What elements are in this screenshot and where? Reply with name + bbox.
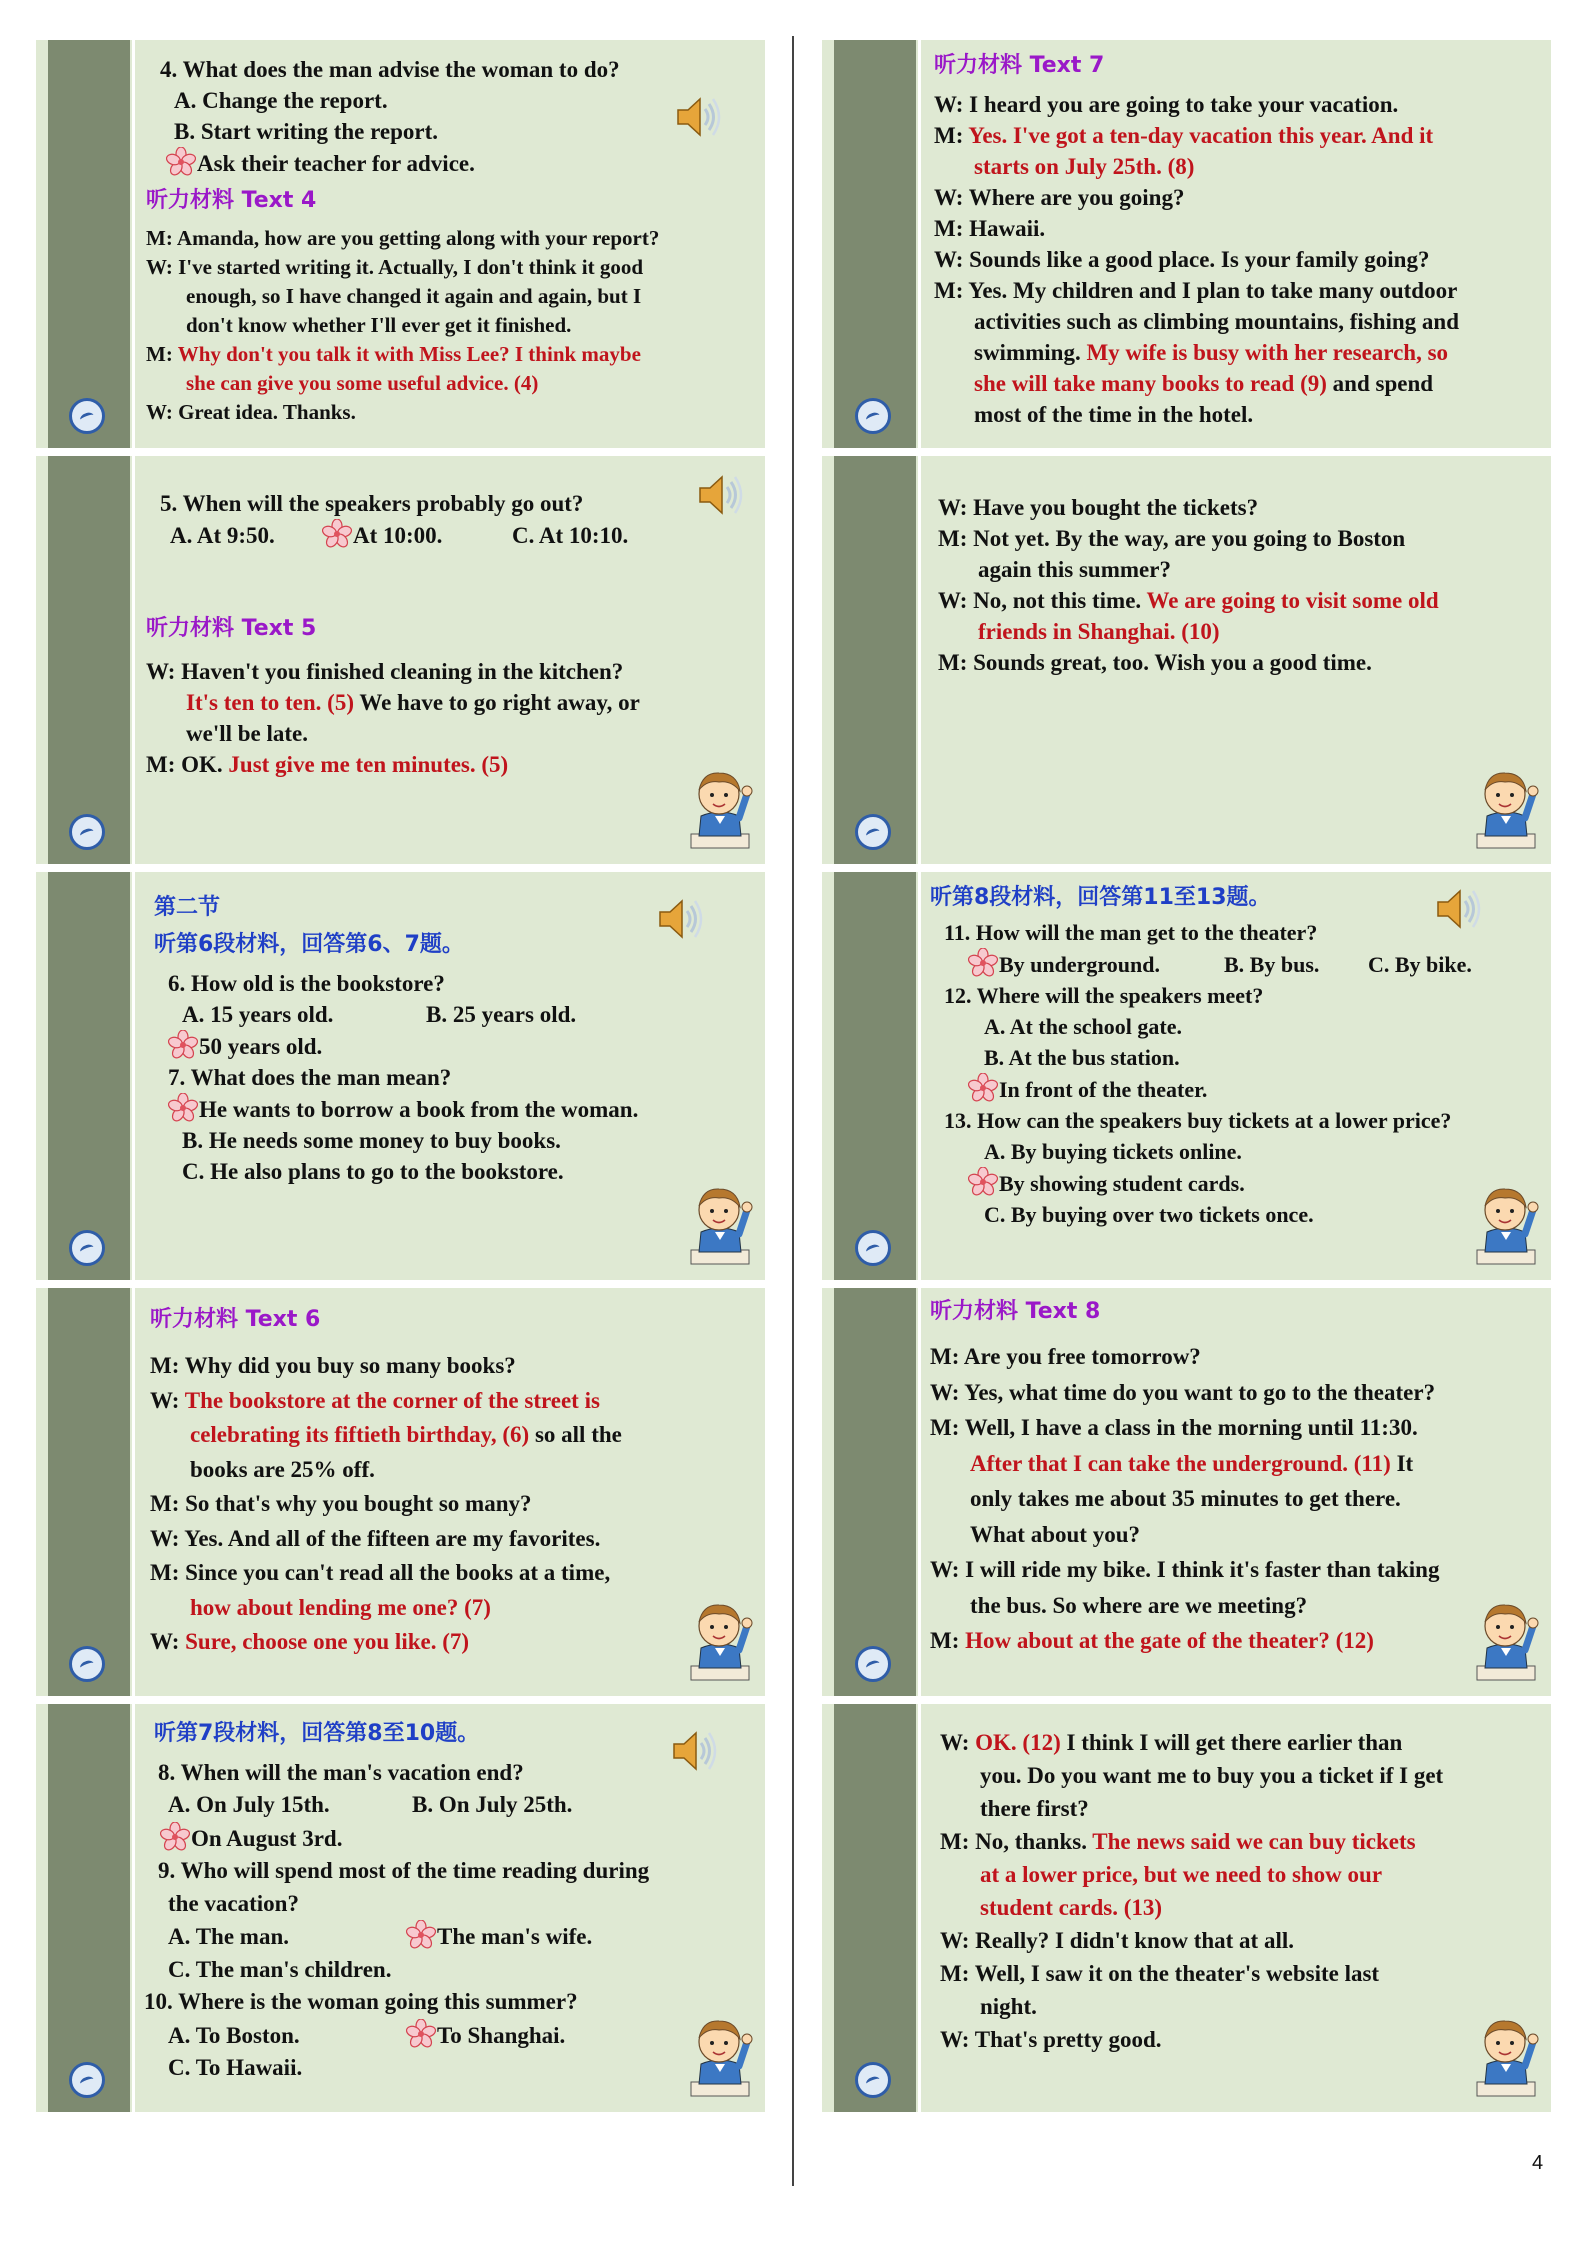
dialogue-line: M: Not yet. By the way, are you going to Boston	[938, 526, 1406, 551]
slide-6	[822, 872, 1551, 1280]
dialogue-line: W: I heard you are going to take your vacation.	[934, 92, 1399, 117]
slide-side-bar	[834, 1288, 916, 1696]
section-2-heading: 第二节	[154, 895, 221, 920]
dialogue-line: again this summer?	[978, 557, 1171, 582]
dialogue-line: enough, so I have changed it again and again, but I	[186, 284, 642, 308]
answer-highlight: We are going to visit some old	[1146, 588, 1439, 613]
correct-answer-flower-icon	[166, 147, 196, 177]
option-11b: B. By bus.	[1224, 952, 1320, 977]
dialogue-line: activities such as climbing mountains, fishing and	[974, 309, 1460, 334]
slide-side-bar	[48, 872, 130, 1280]
dialogue-line: M: Are you free tomorrow?	[930, 1344, 1201, 1369]
correct-answer-flower-icon	[968, 948, 998, 978]
dialogue-line: W: Great idea. Thanks.	[146, 400, 356, 424]
school-logo-icon	[855, 2062, 891, 2098]
slide-side-bar	[834, 40, 916, 448]
answer-highlight: The news said we can buy tickets	[1092, 1829, 1416, 1854]
column-divider	[792, 36, 794, 2186]
option-10c: C. To Hawaii.	[168, 2055, 303, 2080]
option-13c: C. By buying over two tickets once.	[984, 1202, 1314, 1227]
answer-highlight: friends in Shanghai. (10)	[978, 619, 1220, 644]
slide-1	[36, 40, 765, 448]
question-12: 12. Where will the speakers meet?	[944, 983, 1264, 1008]
answer-highlight: Just give me ten minutes. (5)	[228, 752, 509, 777]
dialogue-line: W: Sounds like a good place. Is your family going?	[934, 247, 1430, 272]
correct-answer-flower-icon	[168, 1030, 198, 1060]
answer-highlight: Why don't you talk it with Miss Lee? I think maybe	[177, 342, 641, 366]
option-13b: By showing student cards.	[999, 1171, 1245, 1196]
question-5: 5. When will the speakers probably go out?	[160, 491, 584, 516]
option-9b: The man's wife.	[437, 1924, 593, 1949]
answer-highlight: It's ten to ten. (5)	[186, 690, 354, 715]
question-9: 9. Who will spend most of the time reading during	[158, 1858, 650, 1883]
question-8: 8. When will the man's vacation end?	[158, 1759, 524, 1785]
school-logo-icon	[69, 814, 105, 850]
option-4c: Ask their teacher for advice.	[197, 151, 475, 176]
answer-highlight: she will take many books to read (9)	[974, 371, 1327, 396]
answer-highlight: OK. (12)	[975, 1730, 1061, 1755]
option-12a: A. At the school gate.	[984, 1014, 1182, 1039]
option-12b: B. At the bus station.	[984, 1045, 1180, 1070]
dialogue-line: What about you?	[970, 1521, 1140, 1547]
question-4: 4. What does the man advise the woman to do?	[160, 57, 620, 82]
answer-highlight: at a lower price, but we need to show our	[980, 1862, 1383, 1887]
dialogue-line: the bus. So where are we meeting?	[970, 1592, 1308, 1618]
dialogue-line: most of the time in the hotel.	[974, 402, 1254, 427]
answer-highlight: how about lending me one? (7)	[190, 1594, 491, 1620]
school-logo-icon	[69, 1646, 105, 1682]
option-7b: B. He needs some money to buy books.	[182, 1128, 561, 1153]
answer-highlight: The bookstore at the corner of the street is	[184, 1387, 600, 1413]
answer-highlight: Yes. I've got a ten-day vacation this year. And it	[968, 123, 1434, 148]
dialogue-line: we'll be late.	[186, 721, 308, 746]
dialogue-line: M: Since you can't read all the books at a time,	[150, 1560, 611, 1585]
dialogue-line: W: Where are you going?	[934, 185, 1185, 210]
dialogue-line: only takes me about 35 minutes to get there.	[970, 1486, 1401, 1511]
page-number: 4	[1532, 2152, 1544, 2174]
student-cartoon-icon	[685, 1180, 755, 1272]
option-11c: C. By bike.	[1368, 952, 1472, 977]
option-6c: 50 years old.	[199, 1034, 323, 1059]
slide-7: 听力材料 Text 6 M: Why did you buy so many books? W: The bookstore at the corner of the street is celebrating its fiftieth birthday, (6) so all the books are 25% off. M: So that's why you bought so many? W: Yes. And all of the fifteen are my favorites. M: Since you can't read all the books at a time, how about lending me one? (7) W: Sure, choose one you like. (7)	[36, 1288, 765, 1696]
slide-side-bar	[834, 872, 916, 1280]
dialogue-line: books are 25% off.	[190, 1456, 375, 1482]
speaker-label: M:	[146, 342, 178, 366]
school-logo-icon	[855, 398, 891, 434]
option-8c: On August 3rd.	[191, 1825, 343, 1851]
option-7c: C. He also plans to go to the bookstore.	[182, 1159, 564, 1184]
option-4a: A. Change the report.	[174, 88, 388, 113]
dialogue-line: W: Really? I didn't know that at all.	[940, 1928, 1294, 1953]
correct-answer-flower-icon	[168, 1093, 198, 1123]
question-7: 7. What does the man mean?	[168, 1065, 452, 1090]
school-logo-icon	[855, 814, 891, 850]
option-7a: He wants to borrow a book from the woman.	[199, 1097, 639, 1122]
answer-highlight: Sure, choose one you like. (7)	[185, 1629, 470, 1654]
slide-10: W: OK. (12) I think I will get there earlier than you. Do you want me to buy you a ticket if I get there first? M: No, thanks. The news said we can buy tickets at a lower price, but we need to show our student cards. (13) W: Really? I didn't know that at all. M: Well, I saw it on the theater's website last night. W: That's pretty good.	[822, 1704, 1551, 2112]
dialogue-line: M: Hawaii.	[934, 216, 1046, 241]
slide-side-bar	[48, 40, 130, 448]
slide-side-bar	[834, 456, 916, 864]
dialogue-line: you. Do you want me to buy you a ticket if I get	[980, 1763, 1444, 1788]
question-11: 11. How will the man get to the theater?	[944, 920, 1318, 945]
dialogue-line: W: Yes, what time do you want to go to the theater?	[930, 1379, 1436, 1405]
school-logo-icon	[855, 1646, 891, 1682]
slide-side-bar	[48, 1704, 130, 2112]
slide-side-bar	[834, 1704, 916, 2112]
dialogue-line: M: Yes. My children and I plan to take many outdoor	[934, 278, 1458, 303]
text-5-heading: 听力材料 Text 5	[146, 616, 317, 641]
dialogue-line: M: Amanda, how are you getting along with your report?	[146, 226, 660, 250]
correct-answer-flower-icon	[406, 2019, 436, 2049]
text-7-heading: 听力材料 Text 7	[934, 53, 1105, 78]
school-logo-icon	[69, 1230, 105, 1266]
option-4b: B. Start writing the report.	[174, 119, 439, 144]
dialogue-line: M: So that's why you bought so many?	[150, 1491, 532, 1516]
dialogue-line: W: Haven't you finished cleaning in the kitchen?	[146, 659, 624, 684]
slide-8: 听力材料 Text 8 M: Are you free tomorrow? W: Yes, what time do you want to go to the theater? M: Well, I have a class in the morning until 11:30. After that I can take the underground. (11) It only takes me about 35 minutes to get there. What about you? W: I will ride my bike. I think it's faster than taking the bus. So where are we meeting? M: How about at the gate of the theater? (12)	[822, 1288, 1551, 1696]
text-8-heading: 听力材料 Text 8	[930, 1299, 1101, 1324]
slide-side-bar	[48, 1288, 130, 1696]
correct-answer-flower-icon	[160, 1822, 190, 1852]
instruction-8-10: 听第7段材料，回答第8至10题。	[154, 1721, 480, 1746]
answer-highlight: she can give you some useful advice. (4)	[186, 371, 539, 395]
dialogue-line: W: I will ride my bike. I think it's faster than taking	[930, 1557, 1440, 1582]
question-10: 10. Where is the woman going this summer?	[144, 1989, 578, 2014]
option-6a: A. 15 years old.	[182, 1002, 334, 1027]
dialogue-line: don't know whether I'll ever get it finished.	[186, 313, 572, 337]
question-13: 13. How can the speakers buy tickets at a lower price?	[944, 1108, 1452, 1133]
answer-highlight: How about at the gate of the theater? (12)	[965, 1628, 1374, 1653]
dialogue-line: W: Have you bought the tickets?	[938, 495, 1259, 520]
answer-highlight: student cards. (13)	[980, 1895, 1163, 1920]
text-4-heading: 听力材料 Text 4	[146, 188, 317, 213]
question-9-cont: the vacation?	[168, 1890, 299, 1916]
slide-4: W: Have you bought the tickets? M: Not yet. By the way, are you going to Boston again this summer? W: No, not this time. We are going to visit some old friends in Shanghai. (10) M: Sounds great, too. Wish you a good time.	[822, 456, 1551, 864]
answer-highlight: After that I can take the underground. (11)	[970, 1450, 1391, 1476]
slide-2: 听力材料 Text 7 W: I heard you are going to take your vacation. M: Yes. I've got a ten-day vacation this year. And it starts on July 25th. (8) W: Where are you going? M: Hawaii. W: Sounds like a good place. Is your family going? M: Yes. My children and I plan to take many outdoor activities such as climbing mountains, fishing and swimming. My wife is busy with her research, so she will take many books to read (9) and spend most of the time in the hotel.	[822, 40, 1551, 448]
option-8b: B. On July 25th.	[412, 1792, 573, 1817]
school-logo-icon	[69, 2062, 105, 2098]
slide-side-bar	[48, 456, 130, 864]
answer-highlight: celebrating its fiftieth birthday, (6)	[190, 1422, 530, 1447]
option-9c: C. The man's children.	[168, 1956, 392, 1982]
option-10a: A. To Boston.	[168, 2022, 300, 2048]
school-logo-icon	[69, 398, 105, 434]
question-6: 6. How old is the bookstore?	[168, 971, 445, 996]
dialogue-line: M: Well, I saw it on the theater's website last	[940, 1961, 1380, 1986]
option-5b: At 10:00.	[353, 523, 443, 548]
correct-answer-flower-icon	[406, 1920, 436, 1950]
school-logo-icon	[855, 1230, 891, 1266]
option-12c: In front of the theater.	[999, 1077, 1208, 1102]
correct-answer-flower-icon	[322, 519, 352, 549]
option-6b: B. 25 years old.	[426, 1002, 577, 1027]
dialogue-line: W: Yes. And all of the fifteen are my favorites.	[150, 1525, 601, 1551]
option-13a: A. By buying tickets online.	[984, 1139, 1242, 1164]
slide-9	[36, 1704, 765, 2112]
option-5a: A. At 9:50.	[170, 523, 275, 548]
option-8a: A. On July 15th.	[168, 1792, 330, 1817]
dialogue-line: M: Well, I have a class in the morning until 11:30.	[930, 1415, 1418, 1440]
dialogue-line: W: That's pretty good.	[940, 2027, 1162, 2052]
answer-highlight: starts on July 25th. (8)	[974, 154, 1195, 179]
option-5c: C. At 10:10.	[512, 523, 629, 548]
text-6-heading: 听力材料 Text 6	[150, 1307, 321, 1332]
slide-3: 5. When will the speakers probably go out? A. At 9:50. At 10:00. C. At 10:10. 听力材料 Text 5 W: Haven't you finished cleaning in the kitchen? It's ten to ten. (5) We have to go right away, or we'll be late. M: OK. Just give me ten minutes. (5)	[36, 456, 765, 864]
student-cartoon-icon	[1471, 764, 1541, 856]
slide-5	[36, 872, 765, 1280]
dialogue-line: W: I've started writing it. Actually, I don't think it good	[146, 255, 644, 279]
correct-answer-flower-icon	[968, 1167, 998, 1197]
instruction-6-7: 听第6段材料，回答第6、7题。	[154, 932, 464, 957]
dialogue-line: M: Why did you buy so many books?	[150, 1353, 516, 1378]
dialogue-line: there first?	[980, 1796, 1089, 1821]
instruction-11-13: 听第8段材料，回答第11至13题。	[930, 885, 1271, 910]
dialogue-line: M: Sounds great, too. Wish you a good time.	[938, 650, 1372, 675]
speaker-label: M:	[934, 123, 969, 148]
option-11a: By underground.	[999, 952, 1160, 977]
correct-answer-flower-icon	[968, 1073, 998, 1103]
option-9a: A. The man.	[168, 1924, 289, 1949]
option-10b: To Shanghai.	[437, 2022, 566, 2048]
answer-highlight: My wife is busy with her research, so	[1086, 340, 1449, 365]
dialogue-line: night.	[980, 1994, 1037, 2019]
